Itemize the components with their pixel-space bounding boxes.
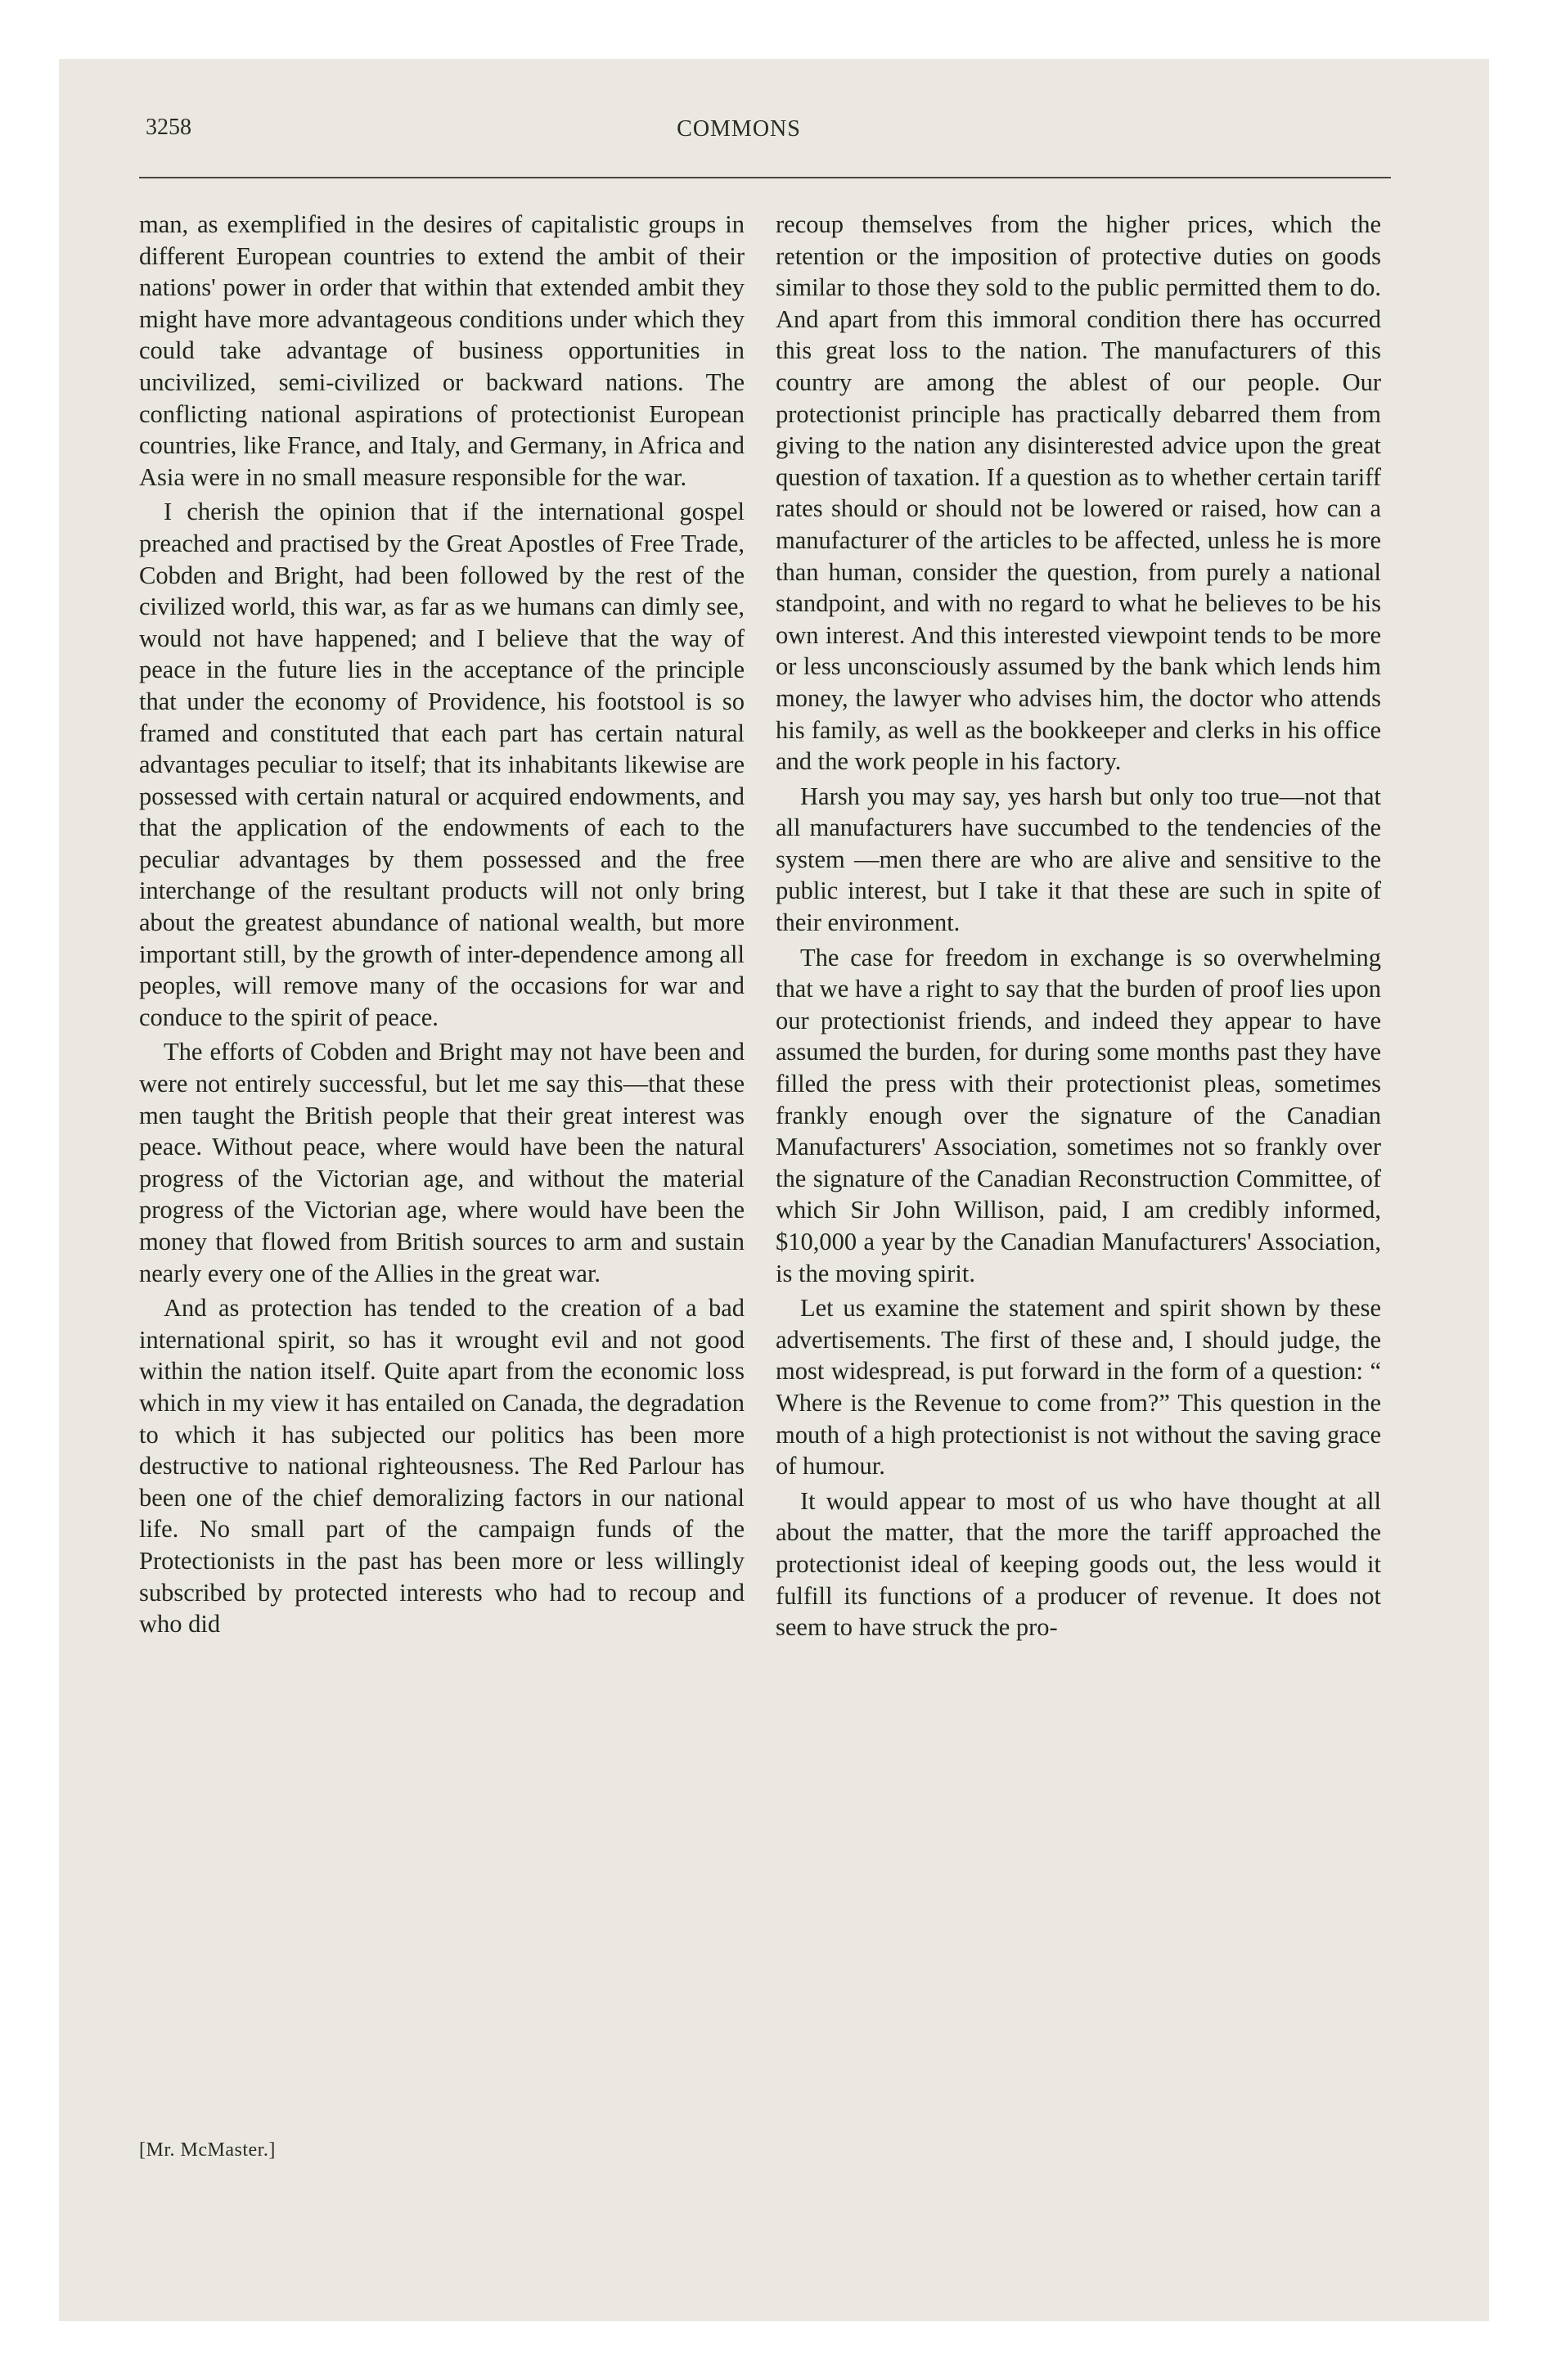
page-header [88, 115, 1389, 151]
paragraph: Harsh you may say, yes harsh but only too true—not that all manufacturers have succumbed to the tendencies of the system —men there are who are alive and sensitive to the public interest, but I take it that these are such in spite of their environment. [776, 782, 1381, 937]
paragraph: I cherish the opinion that if the international gospel preached and practised by the Great Apostles of Free Trade, Cobden and Bright, had been followed by the rest of the civilized world, this war, as far as we humans can dimly see, would not have happened; and I believe that the way of peace in the future lies in the acceptance of the principle that under the economy of Providence, his footstool is so framed and constituted that each part has certain natural advantages peculiar to itself; that its inhabitants likewise are possessed with certain natural or acquired endowments, and that the application of the endowments of each to the peculiar advantages by them possessed and the free interchange of the resultant products will not only bring about the greatest abundance of national wealth, but more important still, by the growth of inter-dependence among all peoples, will remove many of the occasions for war and conduce to the spirit of peace. [139, 498, 745, 1031]
paragraph: man, as exemplified in the desires of capitalistic groups in different European countries to extend the ambit of their nations' power in order that within that extended ambit they might have more advantageous conditions under which they could take advantage of business opportunities in uncivilized, semi-civilized or backward nations. The conflicting national aspirations of protectionist European countries, like France, and Italy, and Germany, in Africa and Asia were in no small measure responsible for the war. [139, 210, 745, 491]
right-column [776, 209, 1381, 1643]
speaker-note: [Mr. McMaster.] [139, 2139, 276, 2161]
header-rule [139, 177, 1391, 178]
left-column [139, 209, 745, 1640]
paragraph: The efforts of Cobden and Bright may not have been and were not entirely successful, but let me say this—that these men taught the British people that their great interest was peace. Without peace, where would have been the natural progress of the Victorian age, and without the material progress of the Victorian age, where would have been the money that flowed from British sources to arm and sustain nearly every one of the Allies in the great war. [139, 1038, 745, 1287]
paragraph: recoup themselves from the higher prices, which the retention or the imposition of protective duties on goods similar to those they sold to the public permitted them to do. And apart from this immoral condition there has occurred this great loss to the nation. The manufacturers of this country are among the ablest of our people. Our protectionist principle has practically debarred them from giving to the nation any disinterested advice upon the great question of taxation. If a question as to whether certain tariff rates should or should not be lowered or raised, how can a manufacturer of the articles to be affected, unless he is more than human, consider the question, from purely a national standpoint, and with no regard to what he believes to be his own interest. And this interested viewpoint tends to be more or less unconsciously assumed by the bank which lends him money, the lawyer who advises him, the doctor who attends his family, as well as the bookkeeper and clerks in his office and the work people in his factory. [776, 210, 1381, 776]
page-number: 3258 [146, 115, 191, 140]
paragraph: Let us examine the statement and spirit shown by these advertisements. The first of these and, I should judge, the most widespread, is put forward in the form of a question: “ Where is the Revenue to come from?” This question in the mouth of a high protectionist is not without the saving grace of humour. [776, 1294, 1381, 1481]
running-head: COMMONS [677, 116, 801, 142]
paragraph: It would appear to most of us who have thought at all about the matter, that the more the tariff approached the protectionist ideal of keeping goods out, the less would it fulfill its functions of a producer of revenue. It does not seem to have struck the pro- [776, 1486, 1381, 1642]
paragraph: The case for freedom in exchange is so overwhelming that we have a right to say that the burden of proof lies upon our protectionist friends, and indeed they appear to have assumed the burden, for during some months past they have filled the press with their protectionist pleas, sometimes frankly enough over the signature of the Canadian Manufacturers' Association, sometimes not so frankly over the signature of the Canadian Reconstruction Committee, of which Sir John Willison, paid, I am credibly informed, $10,000 a year by the Canadian Manufacturers' Association, is the moving spirit. [776, 943, 1381, 1287]
paragraph: And as protection has tended to the creation of a bad international spirit, so has it wrought evil and not good within the nation itself. Quite apart from the economic loss which in my view it has entailed on Canada, the degradation to which it has subjected our politics has been more destructive to national righteousness. The Red Parlour has been one of the chief demoralizing factors in our national life. No small part of the campaign funds of the Protectionists in the past has been more or less willingly subscribed by protected interests who had to recoup and who did [139, 1294, 745, 1639]
